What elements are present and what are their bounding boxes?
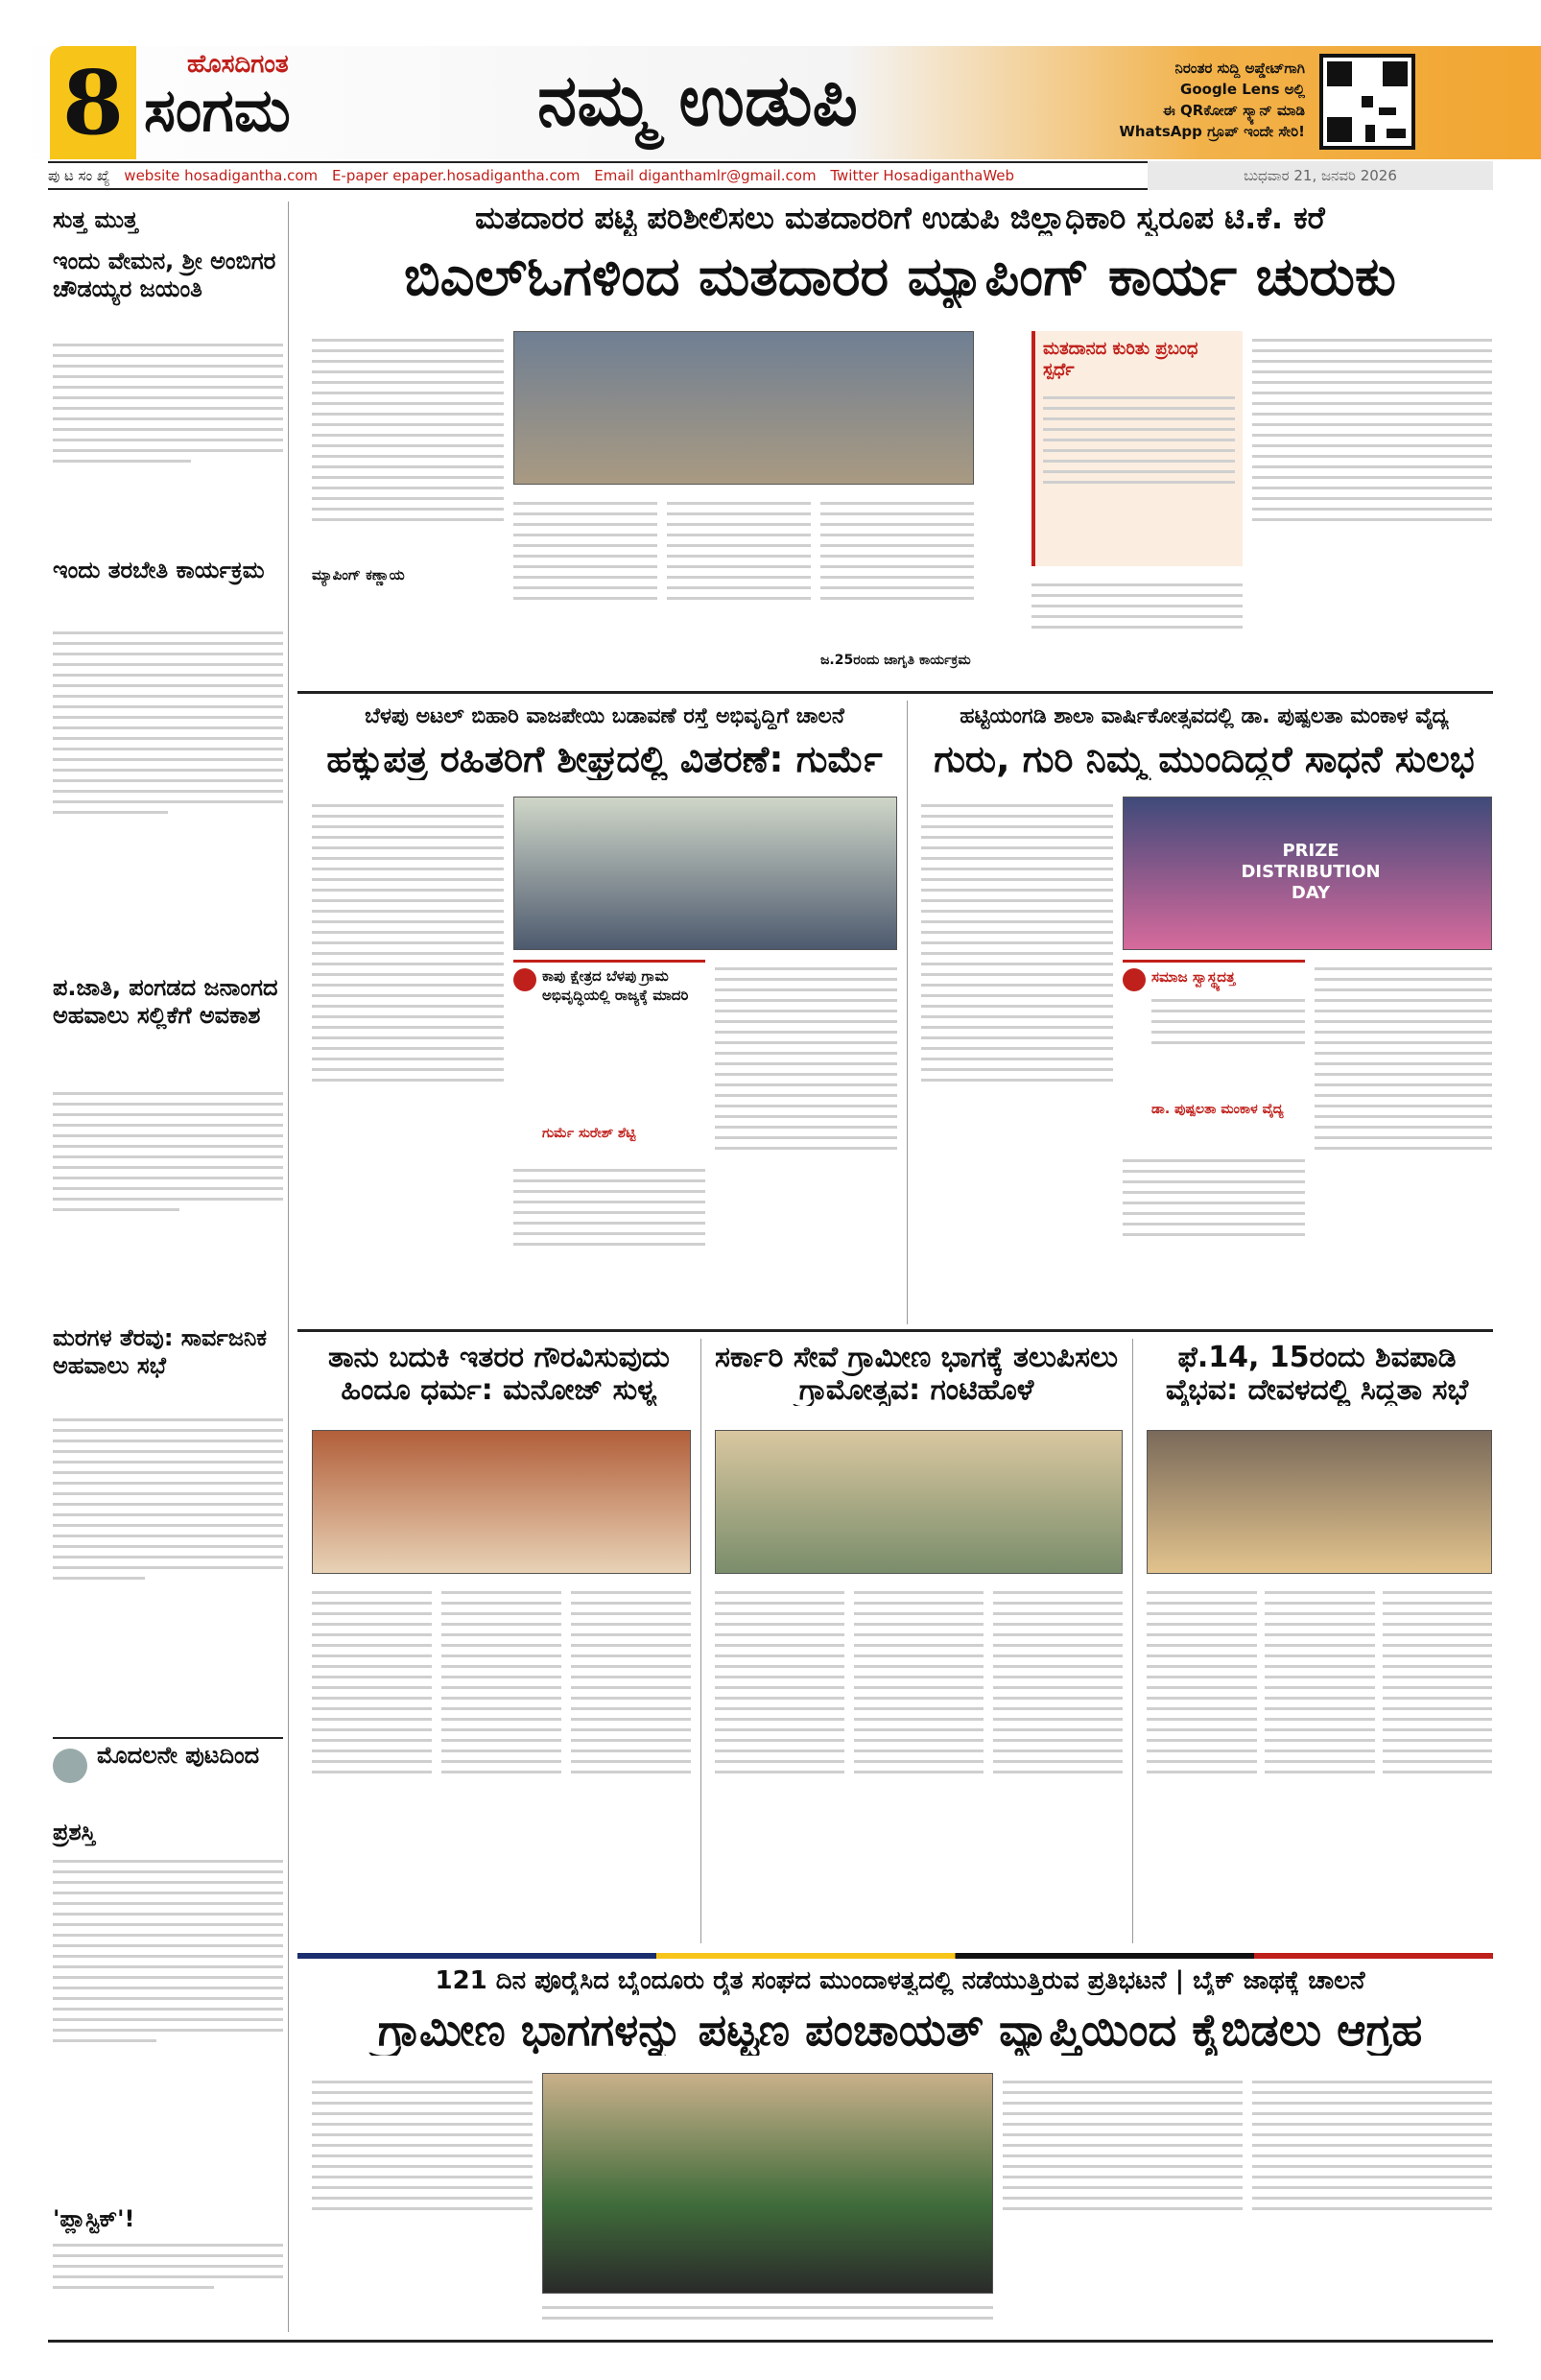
story7-text — [1003, 2073, 1243, 2332]
story3-quote — [1123, 960, 1305, 1142]
qr-line: ಈ QRಕೋಡ್ ಸ್ಕ್ಯಾನ್ ಮಾಡಿ — [1162, 102, 1305, 119]
story7-text — [312, 2073, 533, 2332]
footer-rule — [48, 2340, 1493, 2343]
story2-text — [715, 960, 897, 1315]
lead-kicker: ಮತದಾರರ ಪಟ್ಟಿ ಪರಿಶೀಲಿಸಲು ಮತದಾರರಿಗೆ ಉಡುಪಿ ಜಿಲ್ಲಾಧಿಕಾರಿ ಸ್ವರೂಪ ಟಿ.ಕೆ. ಕರೆ — [475, 202, 1325, 236]
column-rule — [907, 701, 908, 1324]
story2-text — [312, 797, 504, 1315]
city-title: ನಮ್ಮ ಉಡುಪಿ — [537, 60, 858, 142]
section-band — [297, 1953, 1493, 1959]
sidebar-headline: ಪ್ರಶಸ್ತಿ — [53, 1819, 96, 1845]
story3-text — [1123, 1152, 1305, 1315]
quote-label: ಸಮಾಜ ಸ್ವಾಸ್ಥ್ಯದತ್ತ — [1151, 968, 1236, 986]
website-link[interactable]: website hosadigantha.com — [124, 167, 319, 184]
lead-text — [820, 494, 974, 677]
story4-photo — [312, 1430, 691, 1574]
lead-subhead: ಮ್ಯಾಪಿಂಗ್ ಕಣ್ಣಾಯ — [312, 566, 405, 583]
section-rule — [297, 1329, 1493, 1332]
sidebar-text — [53, 336, 283, 547]
qr-line: WhatsApp ಗ್ರೂಪ್ ಇಂದೇ ಸೇರಿ! — [1119, 123, 1305, 140]
story6-text — [1383, 1583, 1492, 1929]
callout-title: ಮತದಾನದ ಕುರಿತು ಪ್ರಬಂಧ ಸ್ಪರ್ಧೆ — [1043, 339, 1198, 380]
story5-headline: ಸರ್ಕಾರಿ ಸೇವೆ ಗ್ರಾಮೀಣ ಭಾಗಕ್ಕೆ ತಲುಪಿಸಲು ಗ್ರಾಮೋತ್ಸವ: ಗಂಟಿಹೊಳೆ — [714, 1342, 1119, 1407]
column-rule — [700, 1339, 701, 1943]
page-number: 8 — [61, 51, 124, 155]
qr-line: Google Lens ಅಲ್ಲಿ — [1180, 81, 1305, 98]
quote-icon — [513, 968, 536, 991]
story3-kicker: ಹಟ್ಟಿಯಂಗಡಿ ಶಾಲಾ ವಾರ್ಷಿಕೋತ್ಸವದಲ್ಲಿ ಡಾ. ಪುಷ್ಪಲತಾ ಮಂಕಾಳ ವೈದ್ಯ — [960, 705, 1449, 728]
photo-banner: PRIZE DISTRIBUTION DAY — [1241, 841, 1381, 903]
story7-photo — [542, 2073, 993, 2294]
section-rule — [297, 691, 1493, 694]
email-link[interactable]: Email diganthamlr@gmail.com — [594, 167, 817, 184]
sidebar-text — [53, 1852, 283, 2198]
story6-headline: ಫೆ.14, 15ರಂದು ಶಿವಪಾಡಿ ವೈಭವ: ದೇವಳದಲ್ಲಿ ಸಿದ್ಧತಾ ಸಭೆ — [1165, 1342, 1469, 1407]
story7-text — [542, 2298, 993, 2337]
story2-kicker: ಬೆಳಪು ಅಟಲ್ ಬಿಹಾರಿ ವಾಜಪೇಯಿ ಬಡಾವಣೆ ರಸ್ತೆ ಅಭಿವೃದ್ಧಿಗೆ ಚಾಲನೆ — [365, 705, 844, 728]
qr-code-icon[interactable] — [1319, 54, 1415, 150]
story7-kicker: 121 ದಿನ ಪೂರೈಸಿದ ಬೈಂದೂರು ರೈತ ಸಂಘದ ಮುಂದಾಳತ್ವದಲ್ಲಿ ನಡೆಯುತ್ತಿರುವ ಪ್ರತಿಭಟನೆ | ಬೈಕ್ ಜಾಥಕ್ಕೆ ಚಾಲನೆ — [435, 1967, 1365, 1995]
story7-text — [1252, 2073, 1492, 2332]
lead-headline: ಬಿಎಲ್‌ಓಗಳಿಂದ ಮತದಾರರ ಮ್ಯಾಪಿಂಗ್ ಕಾರ್ಯ ಚುರುಕು — [404, 248, 1396, 308]
info-pages: ಪು ಟ ಸಂ ಖ್ಯೆ — [48, 167, 110, 184]
story3-text — [921, 797, 1113, 1315]
lead-subhead: ಜ.25ರಂದು ಜಾಗೃತಿ ಕಾರ್ಯಕ್ರಮ — [820, 653, 971, 668]
story4-headline: ತಾನು ಬದುಕಿ ಇತರರ ಗೌರವಿಸುವುದು ಹಿಂದೂ ಧರ್ಮ: ಮನೋಜ್ ಸುಳ್ಯ — [328, 1342, 670, 1407]
story6-text — [1147, 1583, 1257, 1929]
lead-text — [513, 494, 657, 677]
lead-photo — [513, 331, 974, 485]
sidebar-text — [53, 1084, 283, 1315]
sidebar-headline: ಮರಗಳ ತೆರವು: ಸಾರ್ವಜನಿಕ ಅಹವಾಲು ಸಭೆ — [53, 1324, 268, 1379]
story2-headline: ಹಕ್ಕುಪತ್ರ ರಹಿತರಿಗೆ ಶೀಘ್ರದಲ್ಲಿ ವಿತರಣೆ: ಗುರ್ಮೆ — [326, 739, 883, 780]
story4-text — [441, 1583, 561, 1929]
sidebar-headline: 'ಪ್ಲಾಸ್ಟಿಕ್'! — [53, 2205, 135, 2232]
sidebar-label: ಸುತ್ತ ಮುತ್ತ — [53, 206, 138, 233]
quote-author: ಡಾ. ಪುಷ್ಪಲತಾ ಮಂಕಾಳ ವೈದ್ಯ — [1151, 1102, 1284, 1117]
story3-text — [1315, 960, 1492, 1315]
sidebar-headline: ಪ.ಜಾತಿ, ಪಂಗಡದ ಜನಾಂಗದ ಅಹವಾಲು ಸಲ್ಲಿಕೆಗೆ ಅವಕಾಶ — [53, 974, 278, 1029]
epaper-link[interactable]: E-paper epaper.hosadigantha.com — [331, 167, 581, 184]
story2-photo — [513, 797, 897, 950]
column-rule — [1132, 1339, 1133, 1943]
story5-text — [993, 1583, 1123, 1929]
sidebar-headline: ಇಂದು ತರಬೇತಿ ಕಾರ್ಯಕ್ರಮ — [53, 557, 265, 583]
story2-text — [513, 1161, 705, 1315]
quote-author: ಗುರ್ಮೆ ಸುರೇಶ್ ಶೆಟ್ಟಿ — [542, 1126, 636, 1141]
lead-text — [1252, 331, 1492, 677]
section-title: ಸಂಗಮ — [144, 75, 291, 145]
brand-logo: ಹೊಸದಿಗಂತ — [187, 50, 289, 79]
story7-headline: ಗ್ರಾಮೀಣ ಭಾಗಗಳನ್ನು ಪಟ್ಟಣ ಪಂಚಾಯತ್ ವ್ಯಾಪ್ತಿಯಿಂದ ಕೈಬಿಡಲು ಆಗ್ರಹ — [377, 2006, 1423, 2056]
pencil-icon — [53, 1749, 87, 1783]
sidebar-text — [53, 2236, 283, 2332]
story6-text — [1265, 1583, 1375, 1929]
sidebar-headline: ಇಂದು ವೇಮನ, ಶ್ರೀ ಅಂಬಿಗರ ಚೌಡಯ್ಯರ ಜಯಂತಿ — [53, 248, 276, 302]
story6-photo — [1147, 1430, 1492, 1574]
story5-text — [715, 1583, 844, 1929]
twitter-link[interactable]: Twitter HosadiganthaWeb — [830, 167, 1015, 184]
story3-photo — [1123, 797, 1492, 950]
feature-title: ಮೊದಲನೇ ಪುಟದಿಂದ — [97, 1742, 260, 1769]
sidebar-text — [53, 624, 283, 969]
lead-callout — [1031, 331, 1243, 566]
lead-text — [312, 331, 504, 677]
feature-box — [53, 1737, 283, 1795]
quote-icon — [1123, 968, 1146, 991]
lead-text — [667, 494, 811, 677]
quote-text: ಕಾಪು ಕ್ಷೇತ್ರದ ಬೆಳಪು ಗ್ರಾಮ ಅಭಿವೃದ್ಧಿಯಲ್ಲಿ ರಾಜ್ಯಕ್ಕೆ ಮಾದರಿ — [542, 967, 689, 1004]
story4-text — [312, 1583, 432, 1929]
sidebar-rule — [288, 202, 289, 2332]
story3-headline: ಗುರು, ಗುರಿ ನಿಮ್ಮ ಮುಂದಿದ್ದರೆ ಸಾಧನೆ ಸುಲಭ — [934, 739, 1475, 780]
qr-promo — [1094, 58, 1305, 142]
issue-date: ಬುಧವಾರ 21, ಜನವರಿ 2026 — [1148, 161, 1493, 190]
sidebar-text — [53, 1411, 283, 1727]
story5-photo — [715, 1430, 1123, 1574]
qr-line: ನಿರಂತರ ಸುದ್ದಿ ಅಪ್ಡೇಟ್‌ಗಾಗಿ — [1174, 60, 1305, 77]
story2-quote — [513, 960, 705, 1152]
story5-text — [854, 1583, 984, 1929]
story4-text — [571, 1583, 691, 1929]
lead-text — [1031, 576, 1243, 681]
